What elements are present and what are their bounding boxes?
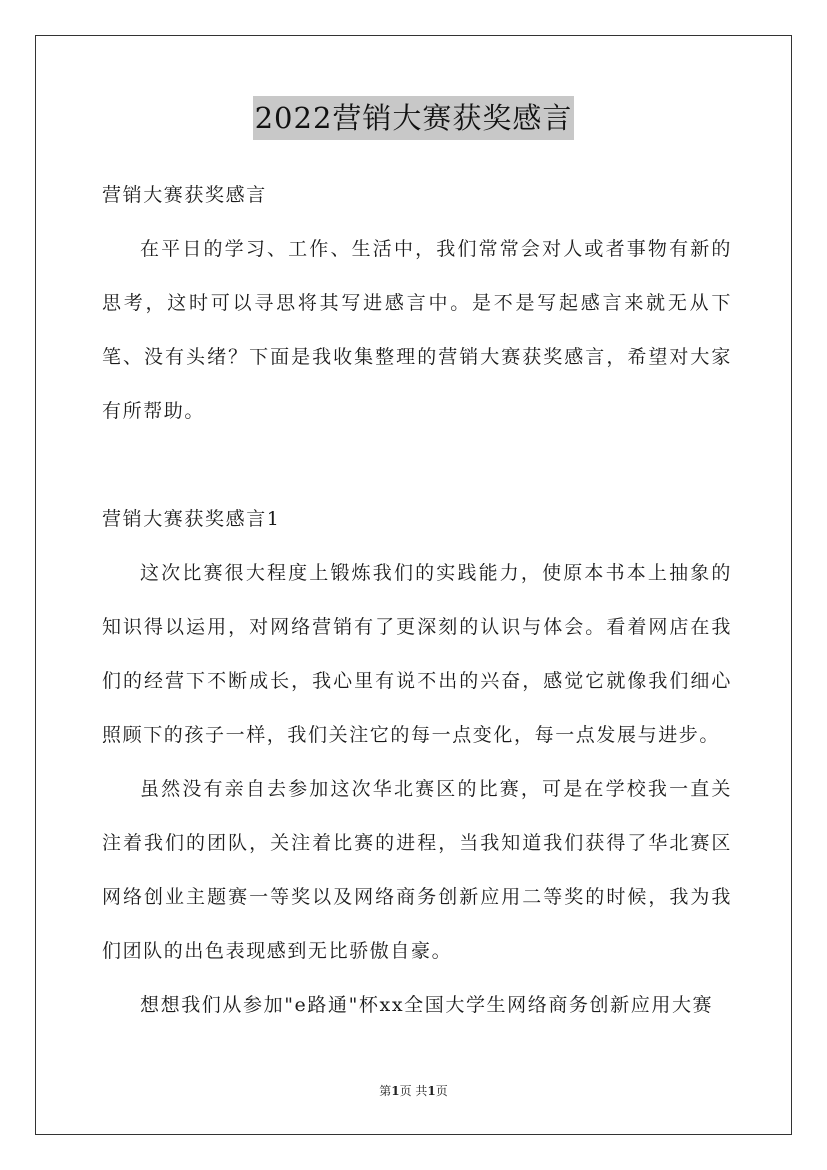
page-footer [0, 1082, 827, 1099]
title-container [0, 96, 827, 140]
blank-line [102, 438, 732, 492]
body-paragraph-3: 想想我们从参加"e路通"杯xx全国大学生网络商务创新应用大赛 [140, 994, 714, 1016]
section-heading-main: 营销大赛获奖感言 [102, 184, 267, 206]
intro-paragraph: 在平日的学习、工作、生活中，我们常常会对人或者事物有新的思考，这时可以寻思将其写进感言中。是不是写起感言来就无从下笔、没有头绪？下面是我收集整理的营销大赛获奖感言，希望对大家有所帮助。 [102, 238, 732, 422]
page-suffix: 页 [435, 1084, 448, 1098]
body-paragraph-1: 这次比赛很大程度上锻炼我们的实践能力，使原本书本上抽象的知识得以运用，对网络营销有了更深刻的认识与体会。看着网店在我们的经营下不断成长，我心里有说不出的兴奋，感觉它就像我们细心照顾下的孩子一样，我们关注它的每一点变化，每一点发展与进步。 [102, 562, 732, 746]
page-total: 1 [427, 1084, 436, 1098]
page-mid: 页 共 [399, 1084, 428, 1098]
page-prefix: 第 [379, 1084, 392, 1098]
body-paragraph-2: 虽然没有亲自去参加这次华北赛区的比赛，可是在学校我一直关注着我们的团队，关注着比赛的进程，当我知道我们获得了华北赛区网络创业主题赛一等奖以及网络商务创新应用二等奖的时候，我为我们团队的出色表现感到无比骄傲自豪。 [102, 778, 732, 962]
section-heading-1: 营销大赛获奖感言1 [102, 508, 281, 530]
document-body [102, 168, 732, 1032]
page-number: 1 [391, 1084, 400, 1098]
document-title[interactable]: 2022营销大赛获奖感言 [253, 96, 575, 140]
